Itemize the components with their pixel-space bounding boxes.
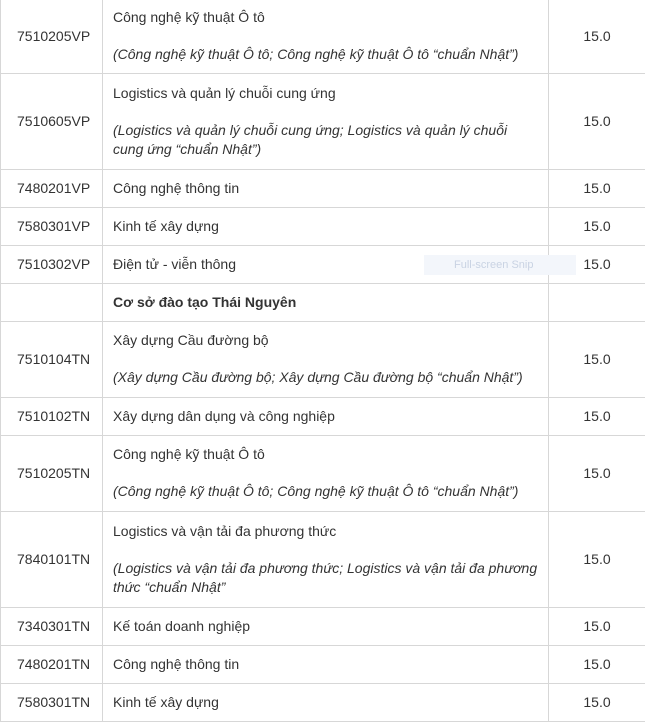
program-name: Kinh tế xây dựng xyxy=(103,207,549,245)
program-note: (Logistics và vận tải đa phương thức; Logistics và vận tải đa phương thức “chuẩn Nhật” xyxy=(113,559,538,595)
admission-score: 15.0 xyxy=(549,645,645,683)
program-name: Xây dựng dân dụng và công nghiệp xyxy=(103,397,549,435)
program-note: (Logistics và quản lý chuỗi cung ứng; Logistics và quản lý chuỗi cung ứng “chuẩn Nhật”) xyxy=(113,121,508,157)
program-code: 7840101TN xyxy=(1,511,103,607)
program-code: 7340301TN xyxy=(1,607,103,645)
program-name: Công nghệ kỹ thuật Ô tô xyxy=(113,446,265,462)
table-row xyxy=(1,73,645,169)
section-score-empty xyxy=(549,283,645,321)
admission-score: 15.0 xyxy=(549,245,645,283)
program-name: Công nghệ thông tin xyxy=(103,645,549,683)
admission-score: 15.0 xyxy=(549,397,645,435)
program-name-cell xyxy=(103,73,549,169)
table-row xyxy=(1,607,645,645)
program-note: (Công nghệ kỹ thuật Ô tô; Công nghệ kỹ thuật Ô tô “chuẩn Nhật”) xyxy=(113,483,519,499)
program-code: 7480201TN xyxy=(1,645,103,683)
program-name: Kế toán doanh nghiệp xyxy=(103,607,549,645)
admission-score: 15.0 xyxy=(549,435,645,511)
campus-section-title: Cơ sở đào tạo Thái Nguyên xyxy=(103,283,549,321)
program-name-cell xyxy=(103,321,549,397)
program-code: 7510205VP xyxy=(1,0,103,73)
admission-score: 15.0 xyxy=(549,207,645,245)
admission-score: 15.0 xyxy=(549,511,645,607)
table-row xyxy=(1,207,645,245)
admission-score: 15.0 xyxy=(549,607,645,645)
program-name: Logistics và quản lý chuỗi cung ứng xyxy=(113,84,336,101)
program-name: Công nghệ kỹ thuật Ô tô xyxy=(113,9,265,26)
table-row xyxy=(1,511,645,607)
table-row xyxy=(1,683,645,721)
program-code: 7510104TN xyxy=(1,321,103,397)
program-code: 7480201VP xyxy=(1,169,103,207)
program-code: 7510205TN xyxy=(1,435,103,511)
program-name: Kinh tế xây dựng xyxy=(103,683,549,721)
table-row xyxy=(1,397,645,435)
admission-score: 15.0 xyxy=(549,321,645,397)
program-note: (Xây dựng Cầu đường bộ; Xây dựng Cầu đường bộ “chuẩn Nhật”) xyxy=(113,369,523,385)
admission-score: 15.0 xyxy=(549,0,645,73)
table-row xyxy=(1,321,645,397)
program-name-cell xyxy=(103,435,549,511)
program-code: 7580301VP xyxy=(1,207,103,245)
program-name: Logistics và vận tải đa phương thức xyxy=(113,522,337,539)
table-row xyxy=(1,169,645,207)
snip-tooltip-overlay: Full-screen Snip xyxy=(424,255,576,275)
program-code: 7510302VP xyxy=(1,245,103,283)
table-row xyxy=(1,645,645,683)
admission-score: 15.0 xyxy=(549,169,645,207)
program-name: Xây dựng Cầu đường bộ xyxy=(113,332,269,348)
section-code-empty xyxy=(1,283,103,321)
table-row xyxy=(1,435,645,511)
table-row xyxy=(1,0,645,73)
section-row xyxy=(1,283,645,321)
program-name: Công nghệ thông tin xyxy=(103,169,549,207)
program-name-cell xyxy=(103,511,549,607)
program-name-cell xyxy=(103,0,549,73)
program-name: Điện tử - viễn thông xyxy=(103,245,549,283)
admission-score: 15.0 xyxy=(549,683,645,721)
admission-score: 15.0 xyxy=(549,73,645,169)
program-code: 7580301TN xyxy=(1,683,103,721)
program-code: 7510102TN xyxy=(1,397,103,435)
program-code: 7510605VP xyxy=(1,73,103,169)
program-note: (Công nghệ kỹ thuật Ô tô; Công nghệ kỹ thuật Ô tô “chuẩn Nhật”) xyxy=(113,46,519,63)
